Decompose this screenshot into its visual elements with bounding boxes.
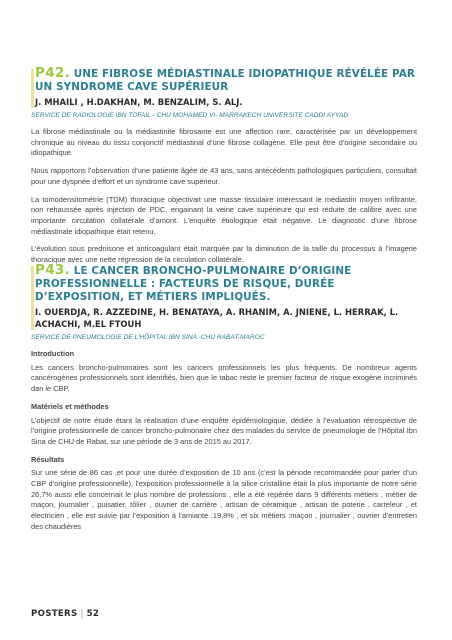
section-heading: Matériels et méthodes [31,401,109,411]
paragraph: Sur une série de 86 cas ,et pour une durée d’exposition de 10 ans (c’est la période recommandée pour parler d’un CBP d’origine professionnelle), l’exposition professionnelle à la silice cristalline était la plus importante de notre série 26,7% aussi elle concernait le plus nombre de professions , elle a été repérée dans 9 différents métiers , métier de maçon, journalier , puisatier, tôlier , ouvrier de carrière , artisan de céramique , artisan de poterie , carreleur , et électricien , elle est suivie par l’exposition à l’amiante :19,8% , et six métiers :maçon , journalier , ouvrier d’entretien des chaudières [31,468,417,531]
abstract-title-text: UNE FIBROSE MÉDIASTINALE IDIOPATHIQUE RÉVÉLÉE PAR UN SYNDROME CAVE SUPÉRIEUR [35,68,415,93]
abstract-title [35,264,417,304]
abstract-title-text: LE CANCER BRONCHO-PULMONAIRE D’ORIGINE PROFESSIONNELLE : FACTEURS DE RISQUE, DURÉE D’EXPOSITION, ET MÉTIERS IMPLIQUÉS. [35,265,352,303]
abstract-title [35,67,417,94]
footer-separator: | [80,609,84,619]
paragraph: L’évolution sous prednisone et anticoagulant était marquée par la diminution de la taille du processus à l’imagerie thoracique avec une nette régression de la circulation collatérale. [31,244,417,265]
paragraph: La fibrose médiastinale ou la médiastinite fibrosante est une affection rare, caractérisée par un développement chronique au niveau du tissu conjonctif médiastinal d’une fibrose collagène. Elle peut être d’origine secondaire ou idiopathique. [31,127,417,158]
abstract-header [31,67,417,108]
abstract-authors: I. OUERDJA, R. AZZEDINE, H. BENATAYA, A. RHANIM, A. JNIENE, L. HERRAK, L. ACHACHI, M.EL FTOUH [35,307,399,329]
abstract-body [31,127,417,266]
abstract-number: P42. [35,65,71,81]
abstract-p42 [31,67,417,266]
paragraph: La tomodensitométrie (TDM) thoracique objectivait une masse tissulaire intéressant le médiastin moyen infiltrante, non rehaussée après injection de PDC, engainant la veine cave supérieure qui est réduite de calibre avec une importante circulation collatérale d’amont. L’enquête étiologique était négative. Le diagnostic d’une fibrose médiastinale idiopathique était retenu. [31,194,417,236]
abstract-body [31,349,417,533]
footer-label: POSTERS [31,609,78,619]
paragraph: L’objectif de notre étude étant la réalisation d’une enquête épidémiologique, dédiée à l’évaluation rétrospective de l’origine professionnelle de cancer broncho-pulmonaire chez des malades du service de pneumologie de l’Hôpital Ibn Sina de CHU de Rabat, sur une période de 3 ans de 2015 au 2017. [31,415,417,446]
paragraph: Les cancers broncho-pulmonaires sont les cancers professionnels les plus fréquents. De nombreux agents cancérogènes professionnels sont identifiés, bien que le tabac reste le premier facteur de risque exogène incriminés dan le CBP. [31,362,417,394]
section-heading: Introduction [31,349,75,358]
section-heading: Résultats [31,454,65,464]
abstract-authors: J. MHAILI , H.DAKHAN, M. BENZALIM, S. ALJ. [35,97,243,107]
paragraph: Nous rapportons l’observation d’une patiente âgée de 43 ans, sans antécédents pathologiques particuliers, consultait pour une dyspnée d’effort et un syndrome cave supérieur. [31,166,417,186]
abstract-p43 [31,264,417,533]
page-number: 52 [86,609,100,619]
abstract-service: SERVICE DE PNEUMOLOGIE DE L’HÔPITAL IBN SINA -CHU RABAT-MAROC [31,334,265,341]
abstract-service: SERVICE DE RADIOLOGIE IBN TOFAIL - CHU MOHAMED VI- MARRAKECH UNIVERSITE CADDI AYYAD [31,112,349,119]
abstract-number: P43. [35,262,71,278]
abstract-header [31,264,417,330]
page-footer [31,609,99,619]
